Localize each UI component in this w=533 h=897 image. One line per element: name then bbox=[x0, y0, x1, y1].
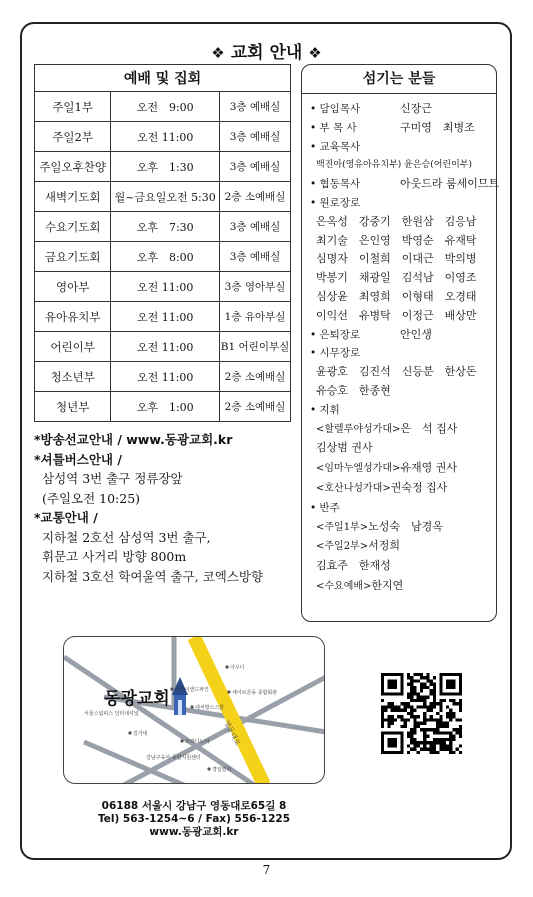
service-time: 오전 11:00 bbox=[111, 302, 220, 332]
page-title bbox=[0, 38, 533, 63]
schedule-row bbox=[35, 152, 291, 182]
map-label: 대치발스스쿨 bbox=[195, 705, 224, 711]
traffic-heading: *교통안내 / bbox=[34, 510, 98, 525]
staff-names: 서정희 bbox=[368, 539, 400, 553]
staff-row bbox=[310, 557, 490, 577]
staff-row bbox=[310, 518, 490, 538]
service-time: 오후 1:30 bbox=[111, 152, 220, 182]
service-time: 오후 1:00 bbox=[111, 392, 220, 422]
location-map bbox=[63, 636, 325, 784]
traffic-line: 지하철 3호선 학여울역 출구, 코엑스방향 bbox=[42, 568, 264, 584]
staff-names: 노성숙 남경옥 bbox=[368, 519, 443, 533]
schedule-row bbox=[35, 302, 291, 332]
service-time: 오전 11:00 bbox=[111, 122, 220, 152]
service-name: 청년부 bbox=[35, 392, 111, 422]
info-section bbox=[34, 430, 294, 586]
address-block bbox=[63, 800, 325, 839]
staff-row bbox=[310, 459, 490, 479]
schedule-row bbox=[35, 332, 291, 362]
service-place: 3층 예배실 bbox=[220, 92, 291, 122]
staff-row bbox=[310, 439, 490, 459]
shuttle-heading: *셔틀버스안내 / bbox=[34, 451, 122, 467]
staff-row bbox=[310, 401, 490, 420]
schedule-header: 예배 및 집회 bbox=[35, 65, 291, 92]
broadcast-info: *방송선교안내 / www.동광교회.kr bbox=[34, 432, 233, 447]
service-name: 유아유치부 bbox=[35, 302, 111, 332]
staff-names: 박봉기 채광일 김석남 이영조 bbox=[316, 271, 477, 285]
staff-row bbox=[310, 499, 490, 518]
staff-row bbox=[310, 326, 490, 345]
service-time: 오후 8:00 bbox=[111, 242, 220, 272]
choir-name: <호산나성가대> bbox=[316, 482, 391, 494]
service-name: 청소년부 bbox=[35, 362, 111, 392]
staff-names: 아웃드라 룸세이므트 bbox=[400, 177, 500, 191]
map-label: 김가네 bbox=[133, 731, 148, 737]
choir-name: <할렐루야성가대> bbox=[316, 423, 401, 435]
shuttle-line: (주일오전 10:25) bbox=[42, 490, 141, 506]
service-time: 월~금요일오전 5:30 bbox=[111, 182, 220, 212]
staff-names: 최기술 은인영 박영순 유재탁 bbox=[316, 233, 477, 247]
address-line: 06188 서울시 강남구 영동대로65길 8 bbox=[101, 800, 287, 812]
staff-category: • 교육목사 bbox=[310, 138, 360, 157]
service-time: 오후 7:30 bbox=[111, 212, 220, 242]
diamond-icon: ❖ bbox=[211, 44, 225, 62]
page-number: 7 bbox=[262, 863, 271, 877]
staff-names: 권숙정 집사 bbox=[390, 480, 448, 494]
traffic-line: 휘문고 사거리 방향 800m bbox=[42, 549, 187, 564]
staff-category: • 시무장로 bbox=[310, 344, 360, 363]
service-name: 주일1부 bbox=[35, 92, 111, 122]
staff-category: • 지휘 bbox=[310, 401, 340, 420]
map-label: 경일빌라 bbox=[212, 767, 232, 773]
staff-row bbox=[310, 119, 490, 138]
staff-header: 섬기는 분들 bbox=[302, 65, 496, 94]
staff-list bbox=[302, 94, 500, 597]
service-place: 3층 예배실 bbox=[220, 122, 291, 152]
service-place: 1층 유아부실 bbox=[220, 302, 291, 332]
service-time: 오전 11:00 bbox=[111, 362, 220, 392]
service-name: 영아부 bbox=[35, 272, 111, 302]
staff-names: 윤광호 김진석 신등분 한상돈 bbox=[316, 365, 477, 379]
map-label: 트리디노어 bbox=[185, 739, 210, 745]
service-name: 주일오후찬양 bbox=[35, 152, 111, 182]
schedule-row bbox=[35, 92, 291, 122]
service-place: 3층 예배실 bbox=[220, 212, 291, 242]
traffic-line: 지하철 2호선 삼성역 3번 출구, bbox=[42, 529, 211, 545]
qr-code-icon bbox=[381, 673, 462, 754]
staff-row bbox=[310, 577, 490, 597]
staff-names: 백진아(영유아유치부) 윤은승(어린이부) bbox=[316, 160, 473, 171]
choir-name: <임마누엘성가대> bbox=[316, 463, 401, 475]
staff-names: 이익선 유병탁 이정근 배상만 bbox=[316, 308, 477, 322]
staff-names: 심상윤 최영희 이형태 오경태 bbox=[316, 289, 477, 303]
service-time: 오전 11:00 bbox=[111, 272, 220, 302]
service-place: 2층 소예배실 bbox=[220, 182, 291, 212]
staff-category: • 원로장로 bbox=[310, 194, 360, 213]
service-place: 2층 소예배실 bbox=[220, 362, 291, 392]
service-place: 3층 예배실 bbox=[220, 152, 291, 182]
schedule-row bbox=[35, 392, 291, 422]
service-name: 수요기도회 bbox=[35, 212, 111, 242]
service-time: 오전 11:00 bbox=[111, 332, 220, 362]
staff-row bbox=[310, 537, 490, 557]
shuttle-line: 삼성역 3번 출구 정류장앞 bbox=[42, 471, 183, 486]
service-name: 새벽기도회 bbox=[35, 182, 111, 212]
schedule-row bbox=[35, 362, 291, 392]
title-text: 교회 안내 bbox=[230, 43, 303, 63]
staff-row bbox=[310, 138, 490, 157]
schedule-table bbox=[34, 64, 291, 422]
staff-row bbox=[310, 479, 490, 499]
service-name: 어린이부 bbox=[35, 332, 111, 362]
map-label: 세이브존동 종합회관 bbox=[232, 690, 278, 696]
map-svg bbox=[64, 637, 325, 784]
staff-names: 안인생 bbox=[400, 327, 432, 341]
service-place: 3층 영아부실 bbox=[220, 272, 291, 302]
staff-category: • 부 목 사 bbox=[310, 119, 400, 138]
road-label: 영동대로 bbox=[222, 719, 242, 748]
staff-names: 유재영 권사 bbox=[400, 461, 458, 475]
staff-names: 심명자 이철희 이대근 박의병 bbox=[316, 252, 477, 266]
schedule-row bbox=[35, 212, 291, 242]
staff-names: 구미영 최병조 bbox=[400, 120, 475, 134]
staff-names: 한지연 bbox=[371, 578, 404, 592]
website-link[interactable]: www.동광교회.kr bbox=[149, 826, 239, 838]
staff-row bbox=[310, 194, 490, 213]
staff-row bbox=[310, 100, 490, 119]
staff-category: • 협동목사 bbox=[310, 175, 400, 194]
staff-row bbox=[310, 344, 490, 363]
service-name: 주일2부 bbox=[35, 122, 111, 152]
staff-names: 은옥성 강중기 한원삼 김응남 bbox=[316, 214, 477, 228]
schedule-row bbox=[35, 122, 291, 152]
staff-category: • 은퇴장로 bbox=[310, 326, 400, 345]
service-place: 3층 예배실 bbox=[220, 242, 291, 272]
schedule-row bbox=[35, 242, 291, 272]
map-label: 라카이샌드파인 bbox=[175, 687, 209, 693]
choir-name: <수요예배> bbox=[316, 580, 372, 592]
map-label: 아우디 bbox=[230, 665, 245, 671]
phone-line: Tel) 563-1254~6 / Fax) 556-1225 bbox=[97, 813, 291, 825]
staff-names: 김효주 한재성 bbox=[316, 559, 391, 573]
staff-names: 은 석 집사 bbox=[400, 421, 458, 435]
staff-row bbox=[310, 175, 500, 194]
schedule-row bbox=[35, 272, 291, 302]
map-label: 강남구육아 종합지원센터 bbox=[146, 755, 201, 761]
staff-category: • 반주 bbox=[310, 499, 340, 518]
map-church-logo: 동광교회 bbox=[104, 689, 170, 709]
service-place: 2층 소예배실 bbox=[220, 392, 291, 422]
service-name: 금요기도회 bbox=[35, 242, 111, 272]
map-label: 서울스팀피스 인터내셔널 bbox=[84, 711, 139, 717]
service-time: 오전 9:00 bbox=[111, 92, 220, 122]
staff-names: 신장근 bbox=[400, 102, 432, 115]
staff-names: 유승호 한종현 bbox=[316, 383, 391, 397]
staff-box bbox=[301, 64, 500, 622]
diamond-icon: ❖ bbox=[308, 44, 322, 62]
choir-name: <주일1부> bbox=[316, 521, 369, 533]
staff-category: • 담임목사 bbox=[310, 100, 400, 119]
staff-names: 김상범 권사 bbox=[316, 441, 373, 455]
choir-name: <주일2부> bbox=[316, 541, 369, 553]
service-place: B1 어린이부실 bbox=[220, 332, 291, 362]
schedule-row bbox=[35, 182, 291, 212]
staff-row bbox=[310, 420, 490, 440]
